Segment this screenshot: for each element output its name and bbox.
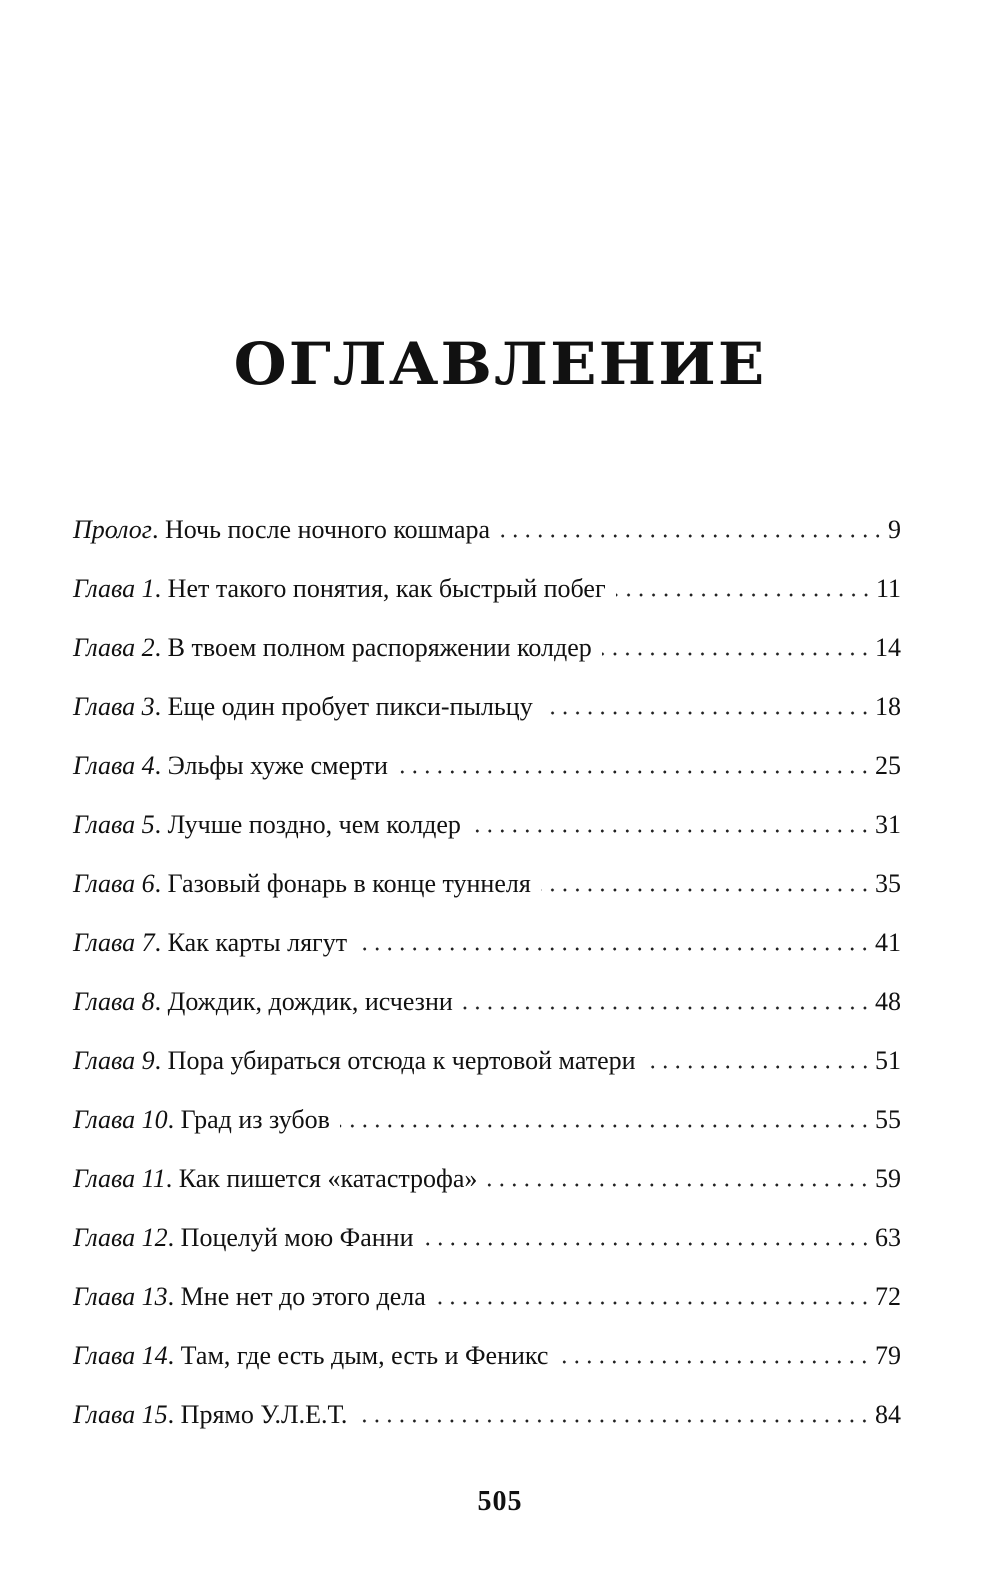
dot-leader bbox=[463, 1002, 871, 1010]
chapter-page: 31 bbox=[875, 810, 901, 839]
toc-entry[interactable] bbox=[73, 1218, 901, 1277]
chapter-separator: . bbox=[167, 1105, 181, 1134]
chapter-label: Глава 2 bbox=[73, 633, 155, 662]
chapter-page: 59 bbox=[875, 1164, 901, 1193]
dot-leader bbox=[340, 1120, 871, 1128]
chapter-separator: . bbox=[167, 1341, 181, 1370]
chapter-page: 55 bbox=[875, 1105, 901, 1134]
toc-entry[interactable] bbox=[73, 1336, 901, 1395]
toc-entry[interactable] bbox=[73, 1159, 901, 1218]
chapter-separator: . bbox=[154, 869, 168, 898]
chapter-page: 14 bbox=[875, 633, 901, 662]
chapter-separator: . bbox=[165, 1164, 179, 1193]
chapter-page: 25 bbox=[875, 751, 901, 780]
dot-leader bbox=[543, 707, 871, 715]
chapter-title: Как карты лягут bbox=[167, 928, 348, 957]
dot-leader bbox=[558, 1356, 871, 1364]
chapter-page: 79 bbox=[875, 1341, 901, 1370]
toc-entry[interactable] bbox=[73, 805, 901, 864]
dot-leader bbox=[398, 766, 871, 774]
chapter-label: Пролог bbox=[73, 515, 152, 544]
dot-leader bbox=[357, 1415, 871, 1423]
chapter-label: Глава 7 bbox=[73, 928, 155, 957]
chapter-page: 63 bbox=[875, 1223, 901, 1252]
toc-entry[interactable] bbox=[73, 510, 901, 569]
chapter-page: 84 bbox=[875, 1400, 901, 1429]
chapter-label: Глава 14 bbox=[73, 1341, 168, 1370]
dot-leader bbox=[424, 1238, 872, 1246]
toc-entry[interactable] bbox=[73, 1395, 901, 1454]
chapter-separator: . bbox=[154, 751, 168, 780]
toc-entry[interactable] bbox=[73, 569, 901, 628]
chapter-title: Поцелуй мою Фанни bbox=[180, 1223, 414, 1252]
dot-leader bbox=[500, 530, 884, 538]
chapter-label: Глава 13 bbox=[73, 1282, 168, 1311]
chapter-label: Глава 10 bbox=[73, 1105, 168, 1134]
toc-entry[interactable] bbox=[73, 1100, 901, 1159]
chapter-label: Глава 5 bbox=[73, 810, 155, 839]
chapter-title: Дождик, дождик, исчезни bbox=[167, 987, 453, 1016]
chapter-title: Прямо У.Л.Е.Т. bbox=[180, 1400, 348, 1429]
chapter-label: Глава 3 bbox=[73, 692, 155, 721]
chapter-label: Глава 12 bbox=[73, 1223, 168, 1252]
dot-leader bbox=[616, 589, 872, 597]
chapter-page: 72 bbox=[875, 1282, 901, 1311]
chapter-separator: . bbox=[154, 928, 168, 957]
toc-entry[interactable] bbox=[73, 982, 901, 1041]
chapter-label: Глава 1 bbox=[73, 574, 155, 603]
chapter-title: Лучше поздно, чем колдер bbox=[167, 810, 461, 839]
toc-entry[interactable] bbox=[73, 628, 901, 687]
chapter-page: 9 bbox=[888, 515, 901, 544]
page-title: ОГЛАВЛЕНИЕ bbox=[233, 330, 767, 398]
chapter-separator: . bbox=[154, 574, 168, 603]
chapter-label: Глава 11 bbox=[73, 1164, 166, 1193]
chapter-separator: . bbox=[154, 810, 168, 839]
chapter-label: Глава 8 bbox=[73, 987, 155, 1016]
chapter-title: Как пишется «катастрофа» bbox=[178, 1164, 478, 1193]
dot-leader bbox=[602, 648, 871, 656]
toc-entry[interactable] bbox=[73, 864, 901, 923]
dot-leader bbox=[541, 884, 871, 892]
chapter-page: 11 bbox=[875, 574, 901, 603]
chapter-page: 41 bbox=[875, 928, 901, 957]
chapter-separator: . bbox=[167, 1223, 181, 1252]
toc-entry[interactable] bbox=[73, 923, 901, 982]
chapter-label: Глава 4 bbox=[73, 751, 155, 780]
chapter-page: 48 bbox=[875, 987, 901, 1016]
table-of-contents bbox=[73, 510, 901, 1454]
chapter-separator: . bbox=[167, 1400, 181, 1429]
chapter-title: Мне нет до этого дела bbox=[180, 1282, 426, 1311]
chapter-title: Нет такого понятия, как быстрый побег bbox=[167, 574, 606, 603]
page-number: 505 bbox=[477, 1486, 523, 1517]
chapter-title: В твоем полном распоряжении колдер bbox=[167, 633, 592, 662]
chapter-separator: . bbox=[154, 692, 168, 721]
dot-leader bbox=[436, 1297, 871, 1305]
chapter-title: Газовый фонарь в конце туннеля bbox=[167, 869, 531, 898]
chapter-title: Там, где есть дым, есть и Феникс bbox=[180, 1341, 549, 1370]
chapter-separator: . bbox=[151, 515, 165, 544]
chapter-label: Глава 9 bbox=[73, 1046, 155, 1075]
chapter-label: Глава 15 bbox=[73, 1400, 168, 1429]
toc-entry[interactable] bbox=[73, 687, 901, 746]
toc-entry[interactable] bbox=[73, 746, 901, 805]
chapter-title: Эльфы хуже смерти bbox=[167, 751, 388, 780]
chapter-separator: . bbox=[154, 1046, 168, 1075]
chapter-label: Глава 6 bbox=[73, 869, 155, 898]
dot-leader bbox=[487, 1179, 871, 1187]
chapter-title: Еще один пробует пикси-пыльцу bbox=[167, 692, 533, 721]
dot-leader bbox=[471, 825, 871, 833]
chapter-separator: . bbox=[154, 987, 168, 1016]
chapter-title: Пора убираться отсюда к чертовой матери bbox=[167, 1046, 636, 1075]
chapter-title: Град из зубов bbox=[180, 1105, 330, 1134]
toc-entry[interactable] bbox=[73, 1277, 901, 1336]
chapter-page: 51 bbox=[875, 1046, 901, 1075]
dot-leader bbox=[646, 1061, 871, 1069]
dot-leader bbox=[357, 943, 871, 951]
chapter-separator: . bbox=[154, 633, 168, 662]
chapter-page: 18 bbox=[875, 692, 901, 721]
chapter-title: Ночь после ночного кошмара bbox=[164, 515, 491, 544]
chapter-page: 35 bbox=[875, 869, 901, 898]
toc-entry[interactable] bbox=[73, 1041, 901, 1100]
chapter-separator: . bbox=[167, 1282, 181, 1311]
